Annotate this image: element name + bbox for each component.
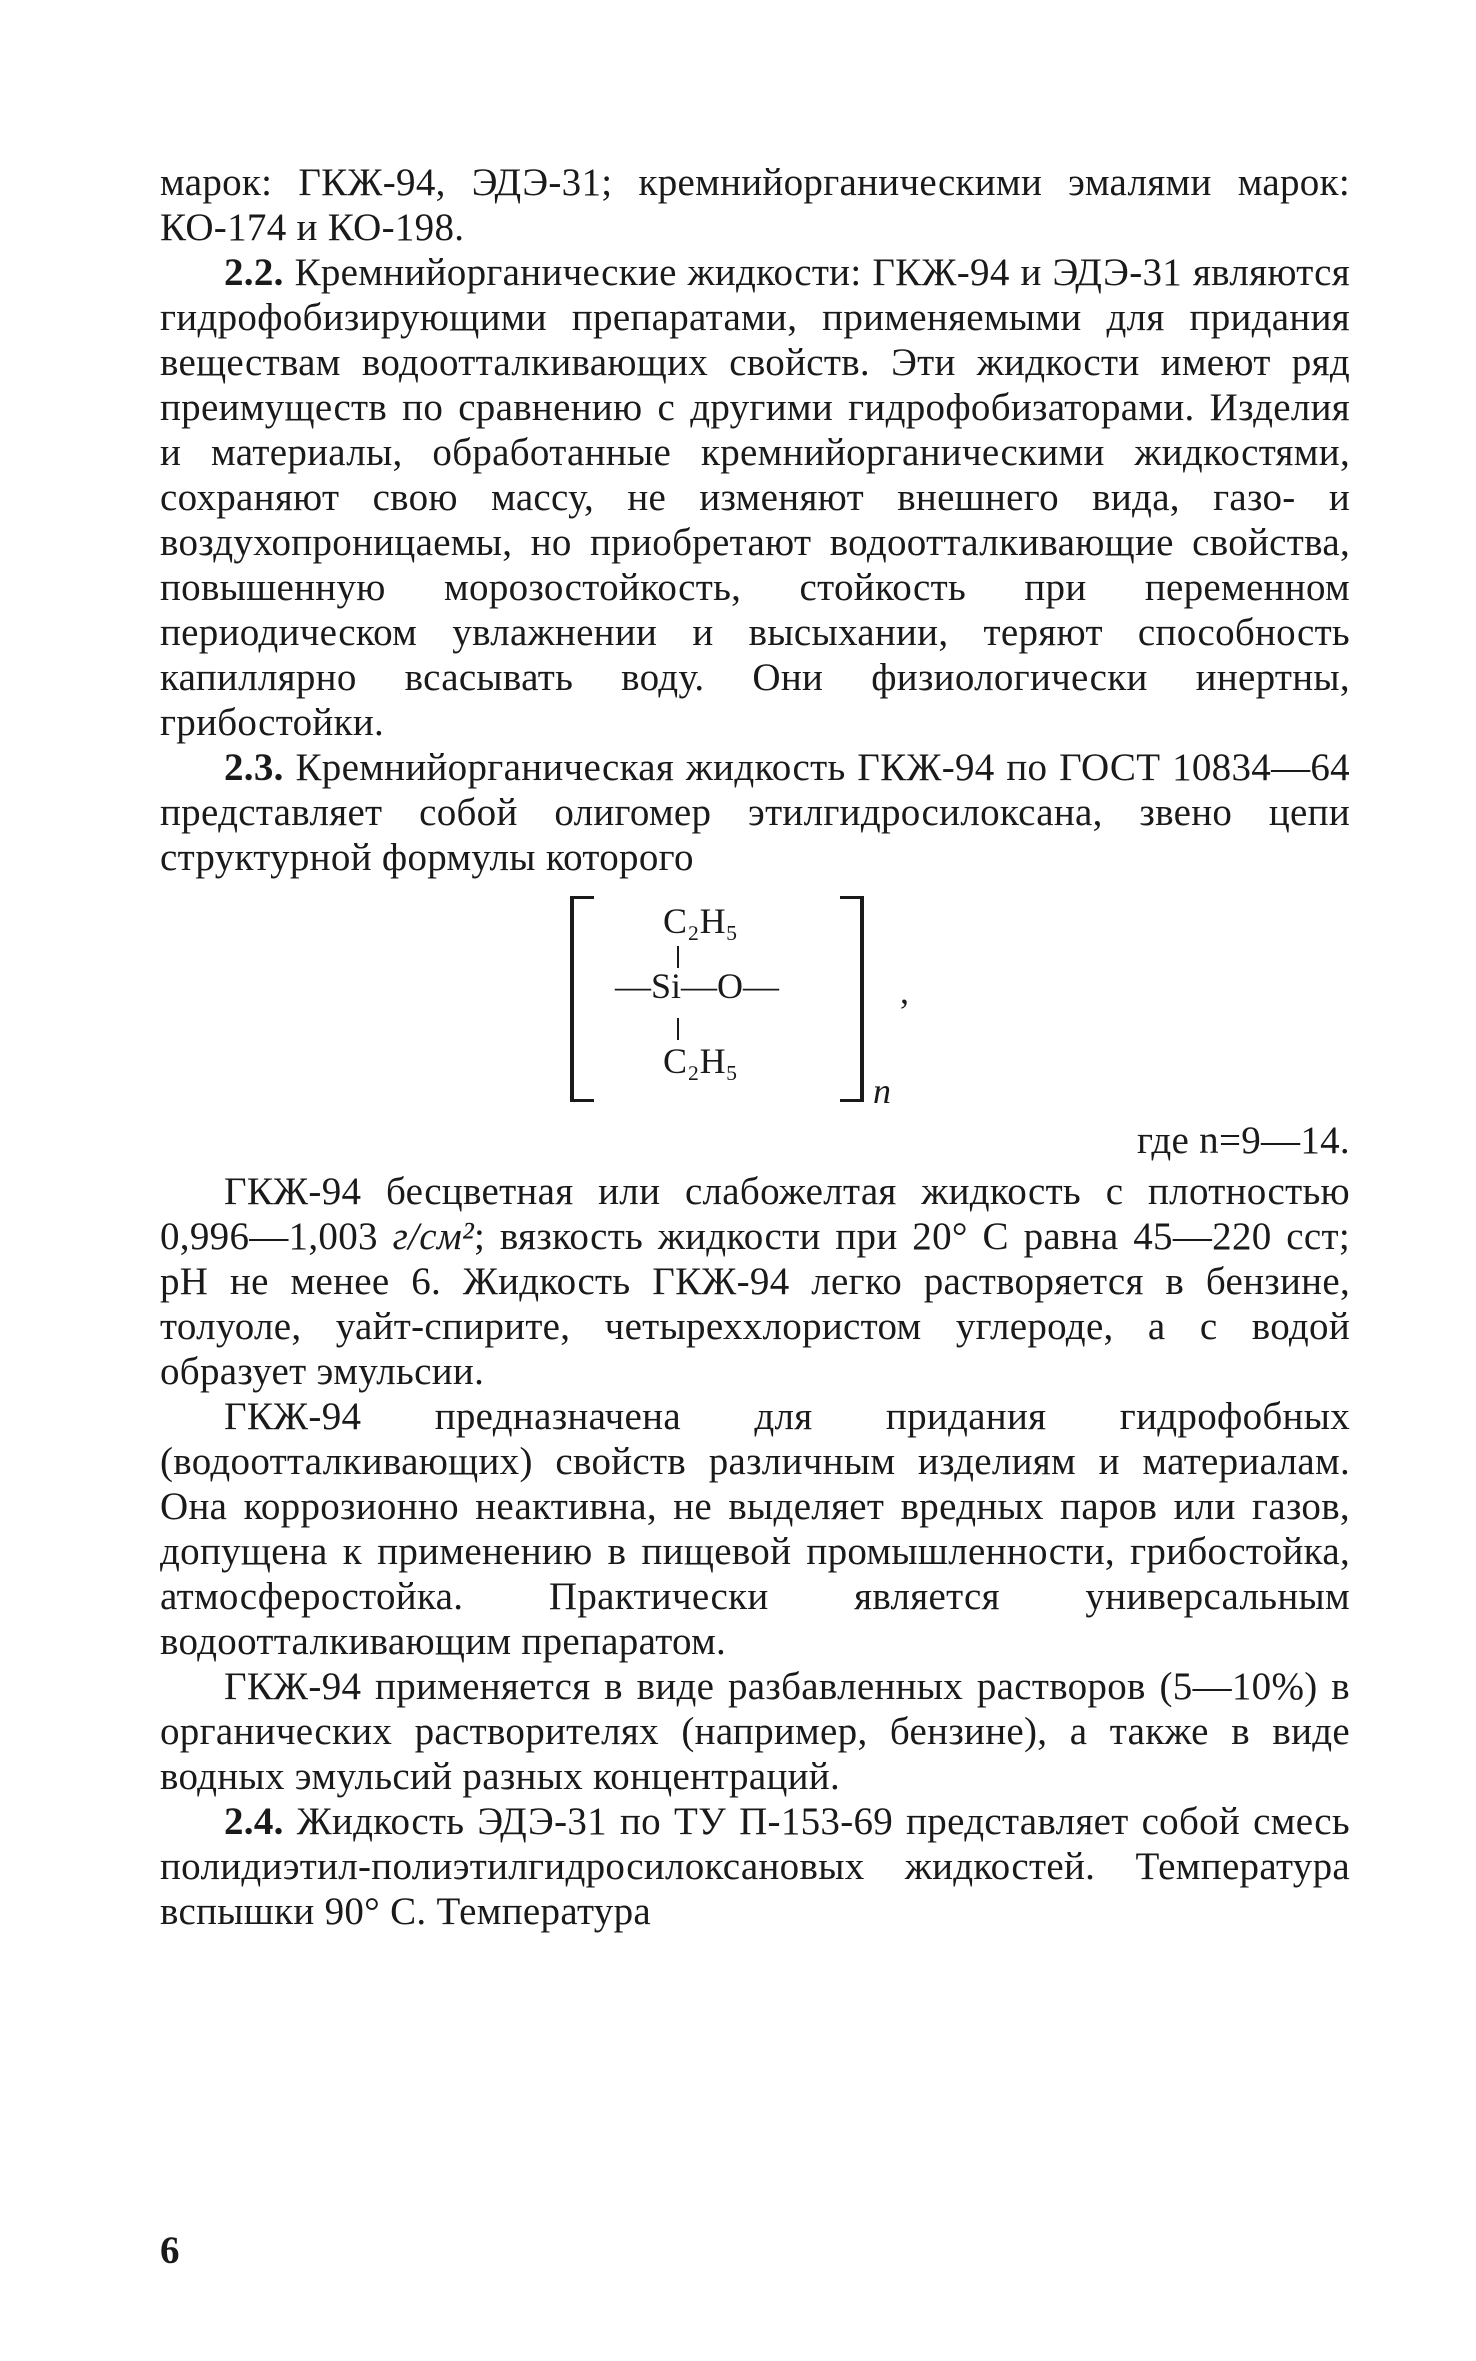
right-bracket	[840, 896, 864, 1102]
section-number-2-2: 2.2.	[224, 251, 284, 294]
paragraph-2-2	[160, 250, 1350, 745]
formula-backbone: —Si—O—	[615, 966, 780, 1006]
density-unit: г/см²	[392, 1215, 475, 1258]
section-number-2-3: 2.3.	[224, 746, 284, 789]
page-content	[160, 160, 1350, 1934]
formula-comma: ,	[900, 971, 909, 1011]
paragraph-gkzh-purpose: ГКЖ-94 предназначена для придания гидрофобных (водоотталкивающих) свойств различным изделиям и материалам. Она коррозионно неактивна, не выделяет вредных паров или газов, допущена к применению в пищевой промышленности, грибостойка, атмосферостойка. Практически является универсальным водоотталкивающим препаратом.	[160, 1395, 1350, 1663]
properties-text-a: ГКЖ-94 бесцветная или слабожелтая жидкость с плотностью 0,996—1,003	[160, 1170, 1350, 1258]
properties-text-b: ; вязкость жидкости при 20° С равна 45—220 сст; pH не менее 6. Жидкость ГКЖ-94 легко растворяется в бензине, толуоле, уайт-спирите, четыреххлористом углероде, а с водой образует эмульсии.	[160, 1215, 1350, 1393]
formula-bottom-group: C₂H₅	[663, 1041, 739, 1081]
structural-formula	[160, 890, 1350, 1110]
paragraph-intro: марок: ГКЖ-94, ЭДЭ-31; кремнийорганическими эмалями марок: КО-174 и КО-198.	[160, 161, 1350, 249]
formula-condition: где n=9—14.	[1136, 1119, 1350, 1162]
paragraph-2-4-text: Жидкость ЭДЭ-31 по ТУ П-153-69 представляет собой смесь полидиэтил-полиэтилгидросилоксановых жидкостей. Температура вспышки 90° С. Температура	[160, 1800, 1350, 1933]
paragraph-gkzh-properties	[160, 1169, 1350, 1394]
page-number: 6	[160, 2229, 180, 2272]
paragraph-2-3-text: Кремнийорганическая жидкость ГКЖ-94 по ГОСТ 10834—64 представляет собой олигомер этилгидросилоксана, звено цепи структурной формулы которого	[160, 746, 1350, 879]
paragraph-gkzh-usage: ГКЖ-94 применяется в виде разбавленных растворов (5—10%) в органических растворителях (например, бензине), а также в виде водных эмульсий разных концентраций.	[160, 1665, 1350, 1798]
bond-line-bottom	[677, 1018, 679, 1040]
formula-repeat-index: n	[873, 1071, 891, 1111]
formula-top-group: C₂H₅	[663, 901, 739, 941]
left-bracket	[570, 896, 594, 1102]
paragraph-2-4	[160, 1799, 1350, 1934]
section-number-2-4: 2.4.	[224, 1800, 284, 1843]
paragraph-2-2-text: Кремнийорганические жидкости: ГКЖ-94 и ЭДЭ-31 являются гидрофобизирующими препаратами, применяемыми для придания веществам водоотталкивающих свойств. Эти жидкости имеют ряд преимуществ по сравнению с другими гидрофобизаторами. Изделия и материалы, обработанные кремнийорганическими жидкостями, сохраняют свою массу, не изменяют внешнего вида, газо- и воздухопроницаемы, но приобретают водоотталкивающие свойства, повышенную морозостойкость, стойкость при переменном периодическом увлажнении и высыхании, теряют способность капиллярно всасывать воду. Они физиологически инертны, грибостойки.	[160, 251, 1350, 744]
paragraph-2-3	[160, 745, 1350, 880]
